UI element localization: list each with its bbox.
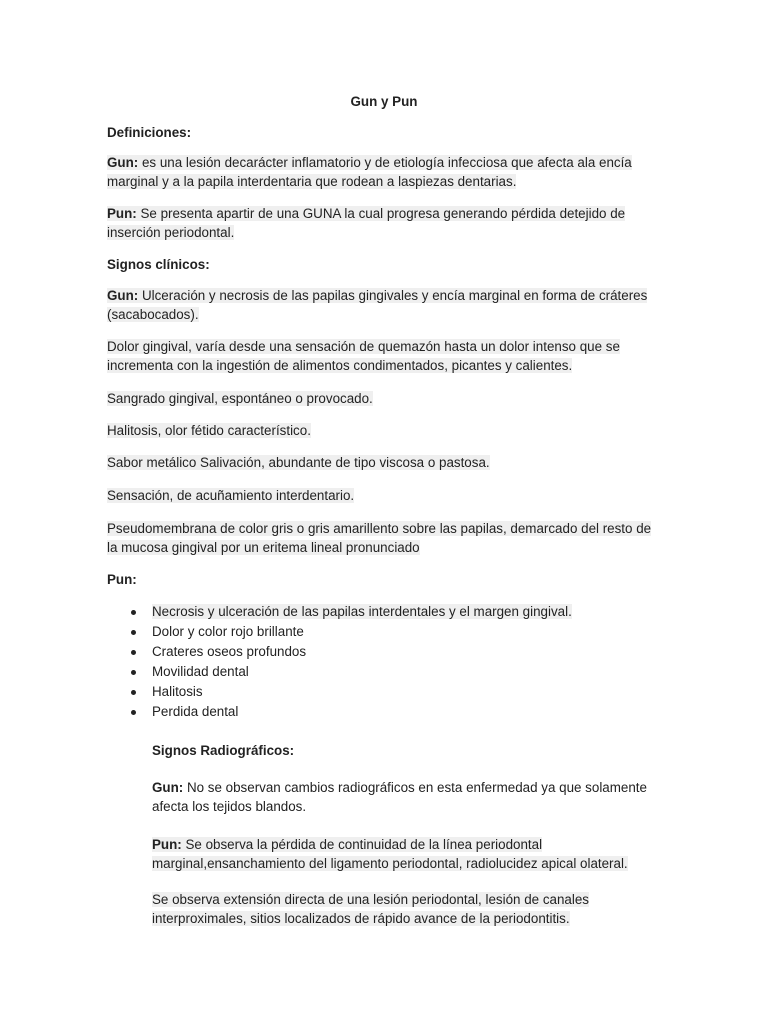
pun-bullet-list: [107, 602, 667, 722]
list-item: Necrosis y ulceración de las papilas interdentales y el margen gingival.: [107, 602, 667, 622]
signo-halitosis: Halitosis, olor fétido característico.: [107, 423, 311, 438]
definicion-pun: Pun: Se presenta apartir de una GUNA la cual progresa generando pérdida detejido de inserción periodontal.: [107, 206, 626, 241]
radiografico-pun: Pun: Se observa la pérdida de continuidad de la línea periodontal marginal,ensanchamiento del ligamento periodontal, radiolucidez apical olateral.: [152, 837, 628, 872]
signo-acunamiento: Sensación, de acuñamiento interdentario.: [107, 488, 355, 503]
document-title: Gun y Pun: [350, 94, 418, 109]
signo-dolor-gingival: Dolor gingival, varía desde una sensación de quemazón hasta un dolor intenso que se incrementa con la ingestión de alimentos condimentados, picantes y calientes.: [107, 339, 620, 374]
radiografico-extension: Se observa extensión directa de una lesión periodontal, lesión de canales interproximales, sitios localizados de rápido avance de la periodontitis.: [152, 892, 589, 927]
list-item: Perdida dental: [107, 702, 667, 722]
signos-clinicos-heading: Signos clínicos:: [107, 257, 210, 272]
pun-heading: Pun:: [107, 572, 137, 587]
list-item: Movilidad dental: [107, 662, 667, 682]
list-item: Dolor y color rojo brillante: [107, 622, 667, 642]
radiografico-gun: Gun: No se observan cambios radiográficos en esta enfermedad ya que solamente afecta los tejidos blandos.: [152, 780, 647, 815]
signos-radiograficos-heading: Signos Radiográficos:: [152, 743, 295, 758]
signos-clinicos-gun: Gun: Ulceración y necrosis de las papilas gingivales y encía marginal en forma de cráteres (sacabocados).: [107, 288, 648, 323]
signo-sangrado: Sangrado gingival, espontáneo o provocado.: [107, 391, 373, 406]
signo-pseudomembrana: Pseudomembrana de color gris o gris amarillento sobre las papilas, demarcado del resto de la mucosa gingival por un eritema lineal pronunciado: [107, 521, 652, 556]
signo-sabor-metalico: Sabor metálico Salivación, abundante de tipo viscosa o pastosa.: [107, 455, 490, 470]
list-item: Crateres oseos profundos: [107, 642, 667, 662]
list-item: Halitosis: [107, 682, 667, 702]
definicion-gun: Gun: es una lesión decarácter inflamatorio y de etiología infecciosa que afecta ala encía marginal y a la papila interdentaria que rodean a laspiezas dentarias.: [107, 155, 632, 190]
definiciones-heading: Definiciones:: [107, 125, 192, 140]
